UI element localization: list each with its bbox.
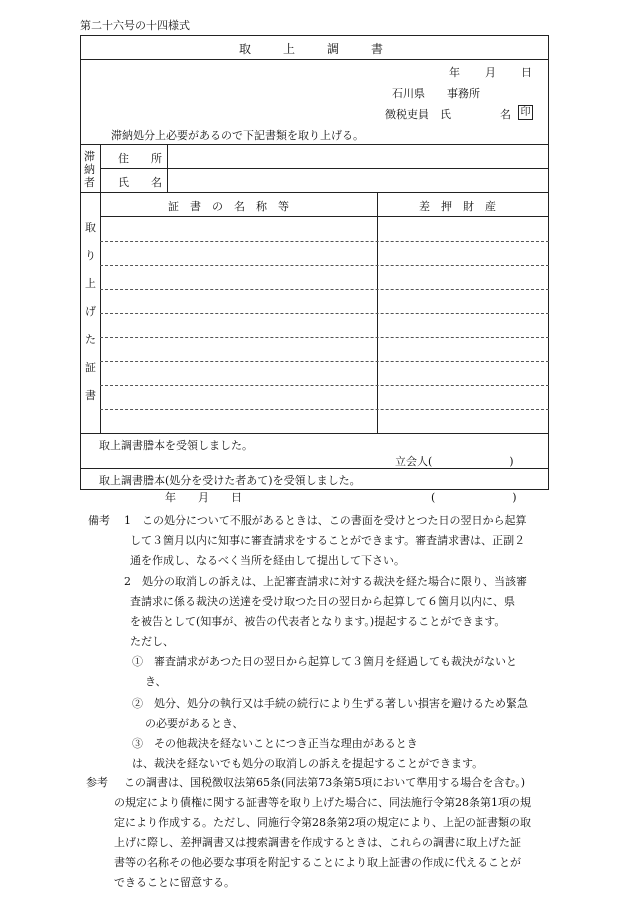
- note-line: き、: [145, 675, 167, 688]
- delinquent-label-1: 滞: [84, 150, 95, 163]
- note-line: 1 この処分について不服があるときは、この書面を受けとつた日の翌日から起算: [124, 514, 527, 527]
- row-line: [100, 361, 549, 362]
- note-line: ② 処分、処分の執行又は手続の続行により生ずる著しい損害を避けるため緊急: [132, 697, 528, 710]
- note-line: 通を作成し、なるべく当所を経由して提出して下さい。: [130, 554, 405, 567]
- header-divider: [80, 144, 549, 145]
- frame-left: [80, 35, 81, 490]
- note-line: は、裁決を経ないでも処分の取消しの訴えを提起することができます。: [132, 757, 484, 770]
- row-line: [100, 409, 549, 410]
- receipt1-text: 取上調書謄本を受領しました。: [99, 439, 253, 452]
- witness-field: 立会人( ): [395, 455, 514, 468]
- address-label: 住 所: [118, 152, 162, 165]
- delinquent-divider: [80, 192, 549, 193]
- note-line: を被告として(知事が、被告の代表者となります。)提起することができます。: [130, 615, 506, 628]
- address-divider: [100, 168, 549, 169]
- frame-right: [548, 35, 549, 490]
- taken-label-6: 証: [85, 361, 96, 374]
- title-char-4: 書: [371, 42, 384, 56]
- taken-label-1: 取: [85, 221, 96, 234]
- taken-label-3: 上: [85, 277, 96, 290]
- sankou-line: 上げに際し、差押調書又は捜索調書を作成するときは、これらの調書に取上げた証: [114, 836, 521, 849]
- col-header-divider: [100, 216, 549, 217]
- delinquent-label-2: 納: [84, 163, 95, 176]
- date-year: 年: [449, 66, 460, 79]
- row-line: [100, 313, 549, 314]
- receipt2-text: 取上調書謄本(処分を受けた者あて)を受領しました。: [99, 474, 361, 487]
- note-line: ただし、: [130, 635, 174, 648]
- officer-name-label: 名: [500, 108, 511, 121]
- row-line: [100, 289, 549, 290]
- office-name: 石川県 事務所: [392, 87, 480, 100]
- title-char-1: 取: [239, 42, 252, 56]
- sankou-line: 書等の名称その他必要な事項を附記することにより取上証書の作成に代えることが: [114, 856, 521, 869]
- receipt2-date: 年 月 日: [165, 491, 242, 504]
- title-char-3: 調: [327, 42, 340, 56]
- form-id: 第二十六号の十四様式: [80, 19, 190, 32]
- taken-divider: [80, 433, 549, 434]
- note-line: 査請求に係る裁決の送達を受け取つた日の翌日から起算して６箇月以内に、県: [130, 595, 515, 608]
- note-line: して３箇月以内に知事に審査請求をすることができます。審査請求書は、正副２: [130, 534, 526, 547]
- title-char-2: 上: [283, 42, 296, 56]
- frame-top: [80, 35, 549, 36]
- sankou-line: この調書は、国税徴収法第65条(同法第73条第5項において準用する場合を含む。): [124, 776, 526, 789]
- col-seized-header: 差 押 財 産: [419, 200, 496, 213]
- name-label: 氏 名: [118, 176, 162, 189]
- officer-label: 徴税吏員 氏: [385, 108, 451, 121]
- taken-label-2: り: [85, 249, 96, 262]
- taken-label-4: げ: [85, 305, 96, 318]
- date-month: 月: [485, 66, 496, 79]
- taken-label-5: た: [85, 333, 96, 346]
- sankou-line: の規定により債権に関する証書等を取り上げた場合に、同法施行令第28条第1項の規: [114, 796, 531, 809]
- row-line: [100, 337, 549, 338]
- receipt2-paren: ( ): [431, 491, 517, 504]
- sankou-label: 参考: [86, 776, 108, 789]
- row-line: [100, 385, 549, 386]
- note-line: の必要があるとき、: [145, 717, 244, 730]
- taken-label-7: 書: [85, 389, 96, 402]
- title-divider: [80, 59, 549, 60]
- note-line: ① 審査請求があつた日の翌日から起算して３箇月を経過しても裁決がないと: [132, 655, 517, 668]
- delinquent-label-3: 者: [84, 176, 95, 189]
- note-line: ③ その他裁決を経ないことにつき正当な理由があるとき: [132, 737, 418, 750]
- date-day: 日: [521, 66, 532, 79]
- statement: 滞納処分上必要があるので下記書類を取り上げる。: [111, 129, 364, 142]
- note-line: 2 処分の取消しの訴えは、上記審査請求に対する裁決を経た場合に限り、当該審: [124, 575, 527, 588]
- bikou-label: 備考: [88, 514, 110, 527]
- receipt-divider: [80, 468, 549, 469]
- row-line: [100, 265, 549, 266]
- col-documents-header: 証 書 の 名 称 等: [168, 200, 289, 213]
- sankou-line: 定により作成する。ただし、同施行令第28条第2項の規定により、上記の証書類の取: [114, 816, 531, 829]
- row-line: [100, 241, 549, 242]
- seal-mark: 印: [518, 105, 533, 120]
- sankou-line: できることに留意する。: [114, 876, 235, 889]
